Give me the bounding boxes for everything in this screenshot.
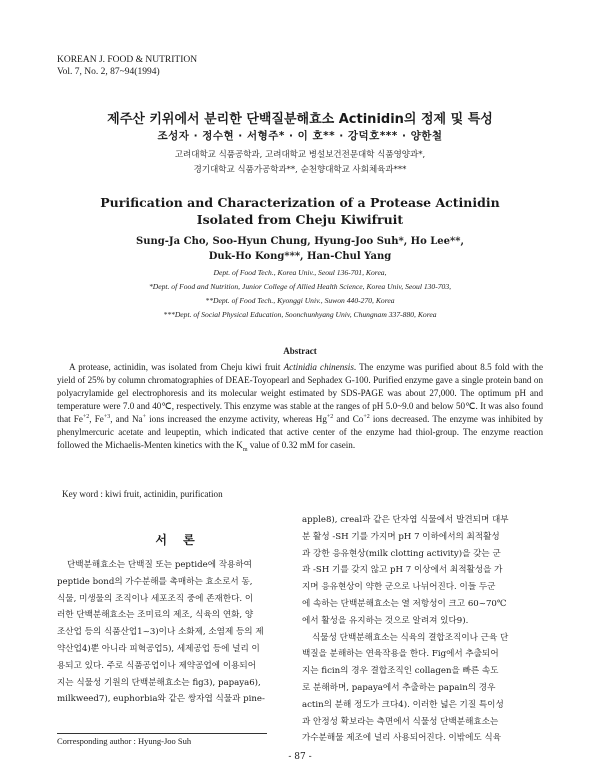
section-title-introduction: 서 론 (155, 533, 201, 547)
body-line: actin의 분해 정도가 크다4). 이러한 넓은 기질 특이성 (302, 699, 504, 710)
english-title-line-2: Isolated from Cheju Kiwifruit (196, 212, 404, 227)
body-line: 지며 응유현상이 약한 군으로 나뉘어진다. 이들 두군 (302, 582, 496, 593)
body-line: 지는 식물성 기원의 단백분해효소는 fig3), papaya6), (57, 677, 261, 688)
english-affiliation-4: ***Dept. of Social Physical Education, Soonchunhyang Univ, Chungnam 337-880, Korea (163, 310, 437, 319)
body-line: 과 -SH 기를 갖지 않고 pH 7 이상에서 최적활성을 가 (302, 565, 503, 576)
abstract-text (57, 361, 543, 452)
charge-sup: + (142, 413, 146, 420)
body-line: 분 활성 -SH 기를 가지며 pH 7 이하에서의 최적활성 (302, 531, 500, 542)
right-column (302, 512, 545, 747)
abstract-part: , Fe (89, 414, 104, 424)
body-line: 에 속하는 단백분해효소는 열 저항성이 크고 60~70℃ (302, 598, 507, 609)
korean-affiliation-2: 경기대학교 식품가공학과**, 순천향대학교 사회체육과*** (193, 165, 407, 175)
body-line: peptide bond의 가수분해를 촉매하는 효소로서 동, (57, 576, 253, 587)
journal-name: KOREAN J. FOOD & NUTRITION (57, 55, 198, 65)
abstract-part: , and Na (110, 414, 143, 424)
body-line: 조산업 등의 식품산업1~3)이나 소화제, 소염제 등의 제 (57, 627, 264, 638)
left-column (57, 557, 297, 708)
english-affiliation-3: **Dept. of Food Tech., Kyonggi Univ., Suwon 440-270, Korea (205, 296, 395, 305)
english-affiliation-1: Dept. of Food Tech., Korea Univ., Seoul 136-701, Korea, (213, 268, 387, 277)
body-line: 백질을 분해하는 연육작용을 한다. Fig에서 추출되어 (302, 649, 499, 660)
species-name: Actinidia chinensis (283, 362, 354, 372)
abstract-heading: Abstract (283, 346, 317, 356)
charge-sup: +2 (326, 413, 334, 420)
abstract-part: value of 0.32 mM for casein. (247, 440, 356, 450)
body-line: 가수분해물 제조에 널리 사용되어진다. 이밖에도 식육 (302, 733, 502, 744)
km-sub: m (242, 446, 248, 453)
journal-volume: Vol. 7, No. 2, 87~94(1994) (57, 67, 160, 77)
body-line: 과 강한 응유현상(milk clotting activity)을 갖는 군 (302, 548, 501, 559)
corresponding-author-footnote: Corresponding author : Hyung-Joo Suh (57, 736, 192, 746)
charge-sup: +2 (363, 413, 370, 420)
journal-header (57, 54, 197, 78)
english-affiliation-2: *Dept. of Food and Nutrition, Junior College of Allied Health Science, Korea Univ, Seoul 130-703, (148, 282, 452, 291)
english-authors-line-2: Duk-Ho Kong***, Han-Chul Yang (208, 251, 392, 262)
english-title-line-1: Purification and Characterization of a Protease Actinidin (100, 195, 500, 210)
abstract-part: ions increased the enzyme activity, whereas Hg (145, 414, 327, 424)
body-line: 식물, 미생물의 조직이나 세포조직 중에 존재한다. 이 (57, 593, 254, 604)
body-line: 지는 ficin의 경우 결합조직인 collagen을 빠른 속도 (302, 666, 499, 677)
abstract-part: and Co (333, 414, 364, 424)
footnote-divider (57, 733, 267, 734)
body-line: 용되고 있다. 주로 식품공업이나 제약공업에 이용되어 (57, 660, 257, 671)
body-line: 과 안정성 확보라는 측면에서 식물성 단백분해효소는 (302, 716, 499, 727)
korean-authors: 조성자 · 정수현 · 서형주* · 이 호** · 강덕호*** · 양한철 (157, 130, 443, 142)
page-number: - 87 - (288, 752, 312, 762)
charge-sup: +3 (103, 413, 111, 420)
keywords: Key word : kiwi fruit, actinidin, purification (62, 489, 223, 499)
body-line: 식물성 단백분해효소는 식육의 결합조직이나 근육 단 (312, 632, 509, 643)
body-line: milkweed7), euphorbia와 같은 쌍자엽 식물과 pine- (57, 694, 265, 705)
body-line: 러한 단백분해효소는 조미료의 제조, 식육의 연화, 양 (57, 610, 254, 621)
body-line: 약산업4)뿐 아니라 피혁공업5), 세제공업 등에 널리 이 (57, 643, 260, 654)
korean-title: 제주산 키위에서 분리한 단백질분해효소 Actinidin의 정제 및 특성 (107, 112, 493, 127)
body-line: 단백분해효소는 단백질 또는 peptide에 작용하여 (67, 560, 252, 570)
english-title (0, 194, 600, 228)
abstract-part: A protease, actinidin, was isolated from Cheju kiwi fruit (69, 362, 281, 372)
english-authors-line-1: Sung-Ja Cho, Soo-Hyun Chung, Hyung-Joo Suh*, Ho Lee**, (136, 236, 464, 247)
english-authors (0, 234, 600, 264)
abstract-part: . The enzyme was purified about 8.5 fold with the yield of 25% by column chromatographies of DEAE-Toyopearl and Sephadex G-100. Purified enzyme gave a single protein band on polyacrylamide gel electrophoresis and its molecular weight estimated by SDS-PAGE was about 27,000. The optimum pH and temperature were 7.0 and 40℃, respectively. This enzyme was stable at the ranges of pH 5.0~9.0 and below 50℃. It was also found that Fe (57, 362, 543, 424)
charge-sup: +2 (82, 413, 90, 420)
body-line: 에서 활성을 유지하는 것으로 알려져 있다9). (302, 615, 469, 626)
abstract-part: ions decreased. The enzyme was inhibited by phenylmercuric acetate and leupeptin, which indicated that active center of the enzyme had thiol-group. The enzyme reaction followed the Michaelis-Menten kinetics with the K (57, 414, 543, 450)
korean-affiliation-1: 고려대학교 식품공학과, 고려대학교 병설보건전문대학 식품영양과*, (174, 150, 426, 160)
body-line: apple8), creal과 같은 단자엽 식물에서 발견되며 대부 (302, 515, 509, 525)
body-line: 로 분해하며, papaya에서 추출하는 papain의 경우 (302, 682, 496, 693)
